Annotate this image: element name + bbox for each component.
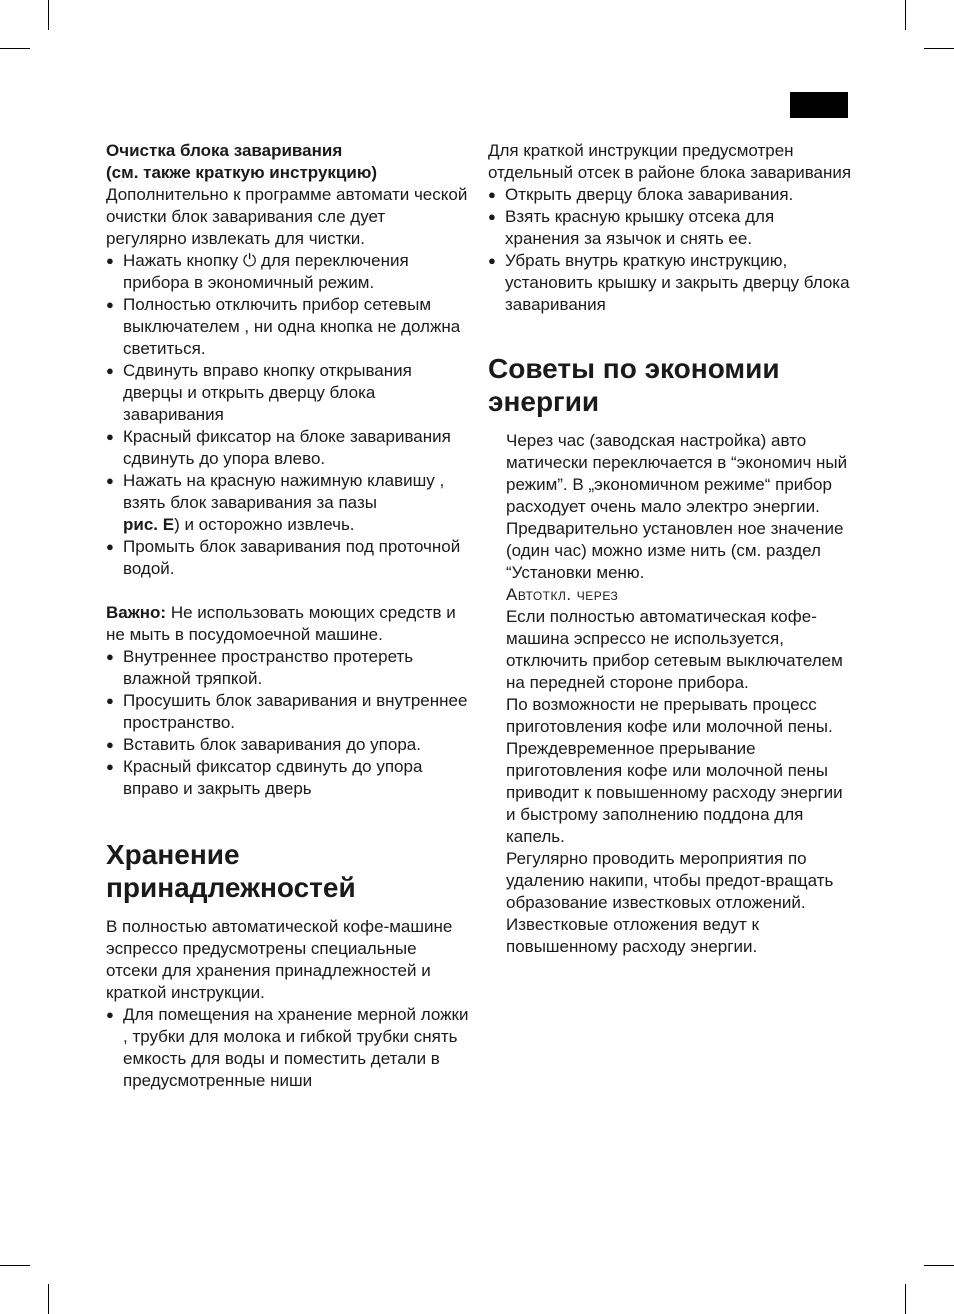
crop-mark [924,48,954,49]
important-steps [106,646,470,800]
cleaning-steps [106,250,470,580]
menu-setting-name: Автоткл. через [506,585,619,604]
manual-steps [488,184,852,316]
energy-paragraph: Через час (заводская настройка) авто матически переключается в “экономич ный режим”. В „экономичном режиме“ прибор расходует очень мало электро энергии. Предварительно установлен ное значение (один час) можно изме нить (см. раздел “Установки меню. [506,431,848,582]
list-item: ● Открыть дверцу блока заваривания. [488,184,852,206]
list-item: ● Внутреннее пространство протереть влажной тряпкой. [106,646,470,690]
crop-mark [905,1284,906,1314]
storage-heading: Хранение принадлежностей [106,839,356,903]
manual-intro: Для краткой инструкции предусмотрен отдельный отсек в районе блока заваривания [488,141,852,182]
crop-mark [0,48,30,49]
figure-ref: рис. E [123,515,175,534]
list-item: ● Промыть блок заваривания под проточной водой. [106,536,470,580]
language-tab [790,92,848,118]
right-column [488,140,852,958]
storage-intro: В полностью автоматической кофе-машине эспрессо предусмотрены специальные отсеки для хранения принадлежностей и краткой инструкции. [106,917,453,1002]
energy-paragraph: Если полностью автоматическая кофе-машина эспрессо не используется, отключить прибор сетевым выключателем на передней стороне прибора. [506,607,843,692]
crop-mark [0,1265,30,1266]
list-item: ● Для помещения на хранение мерной ложки , трубки для молока и гибкой трубки снять емкость для воды и поместить детали в предусмотренные ниши [106,1004,470,1092]
crop-mark [48,1284,49,1314]
list-item: ● Красный фиксатор на блоке заваривания сдвинуть до упора влево. [106,426,470,470]
cleaning-intro: Дополнительно к программе автомати ческой очистки блок заваривания сле дует регулярно извлекать для чистки. [106,185,468,248]
list-item: ● Взять красную крышку отсека для хранения за язычок и снять ее. [488,206,852,250]
crop-mark [48,0,49,30]
list-item: ● Убрать внутрь краткую инструкцию, установить крышку и закрыть дверцу блока заваривания [488,250,852,316]
crop-mark [924,1265,954,1266]
list-item: ● Нажать кнопку ⏻ для переключения прибора в экономичный режим. [106,250,470,294]
energy-paragraph: По возможности не прерывать процесс приготовления кофе или молочной пены. Преждевременное прерывание приготовления кофе или молочной пены приводит к повышенному расходу энергии и быстрому заполнению поддона для капель. [506,695,843,846]
energy-section [488,430,852,958]
left-column [106,140,470,1092]
energy-paragraph: Регулярно проводить мероприятия по удалению накипи, чтобы предот-вращать образование известковых отложений. Известковые отложения ведут к повышенному расходу энергии. [506,849,834,956]
storage-steps [106,1004,470,1092]
list-item: ● Вставить блок заваривания до упора. [106,734,470,756]
important-note: Важно: Не использовать моющих средств и не мыть в посудомоечной машине. [106,603,456,644]
list-item: ● Нажать на красную нажимную клавишу , взять блок заваривания за пазы рис. E) и осторожно извлечь. [106,470,470,536]
energy-heading: Советы по экономии энергии [488,353,780,417]
list-item: ● Сдвинуть вправо кнопку открывания дверцы и открыть дверцу блока заваривания [106,360,470,426]
list-item: ● Просушить блок заваривания и внутреннее пространство. [106,690,470,734]
list-item: ● Полностью отключить прибор сетевым выключателем , ни одна кнопка не должна светиться. [106,294,470,360]
crop-mark [905,0,906,30]
list-item: ● Красный фиксатор сдвинуть до упора вправо и закрыть дверь [106,756,470,800]
cleaning-title: Очистка блока заваривания (см. также краткую инструкцию) [106,141,378,182]
